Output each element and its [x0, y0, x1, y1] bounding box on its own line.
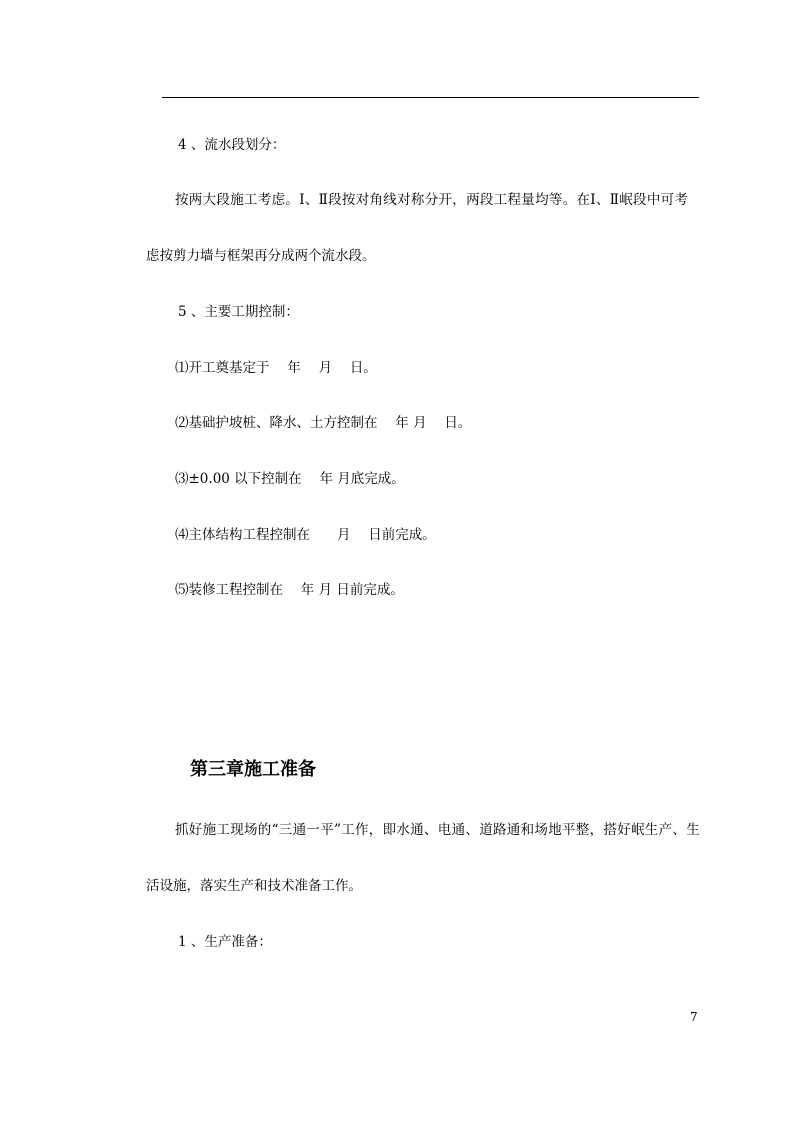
schedule-item-3: ⑶±0.00 以下控制在 年 月底完成。	[175, 471, 405, 487]
section-4-paragraph-line-1: 按两大段施工考虑。Ⅰ、Ⅱ段按对角线对称分开，两段工程量均等。在Ⅰ、Ⅱ岷段中可考	[175, 192, 689, 208]
schedule-item-4: ⑷主体结构工程控制在 月 日前完成。	[175, 527, 436, 543]
chapter-heading: 第三章施工准备	[190, 759, 316, 780]
section-4-paragraph-line-2: 虑按剪力墙与框架再分成两个流水段。	[146, 248, 376, 264]
chapter-paragraph-line-2: 活设施，落实生产和技术准备工作。	[146, 878, 362, 894]
schedule-item-1: ⑴开工奠基定于 年 月 日。	[175, 360, 377, 376]
schedule-item-5: ⑸装修工程控制在 年 月 日前完成。	[175, 582, 404, 598]
section-4-title: 4 、流水段划分：	[178, 137, 286, 153]
header-rule	[162, 97, 699, 98]
section-5-title: 5 、主要工期控制：	[178, 304, 299, 320]
chapter-paragraph-line-1: 抓好施工现场的“三通一平”工作，即水通、电通、道路通和场地平整，搭好岷生产、生	[175, 822, 701, 838]
page-number: 7	[690, 1010, 698, 1024]
schedule-item-2: ⑵基础护坡桩、降水、土方控制在 年 月 日。	[175, 415, 472, 431]
subsection-1-title: 1 、生产准备：	[178, 934, 272, 950]
